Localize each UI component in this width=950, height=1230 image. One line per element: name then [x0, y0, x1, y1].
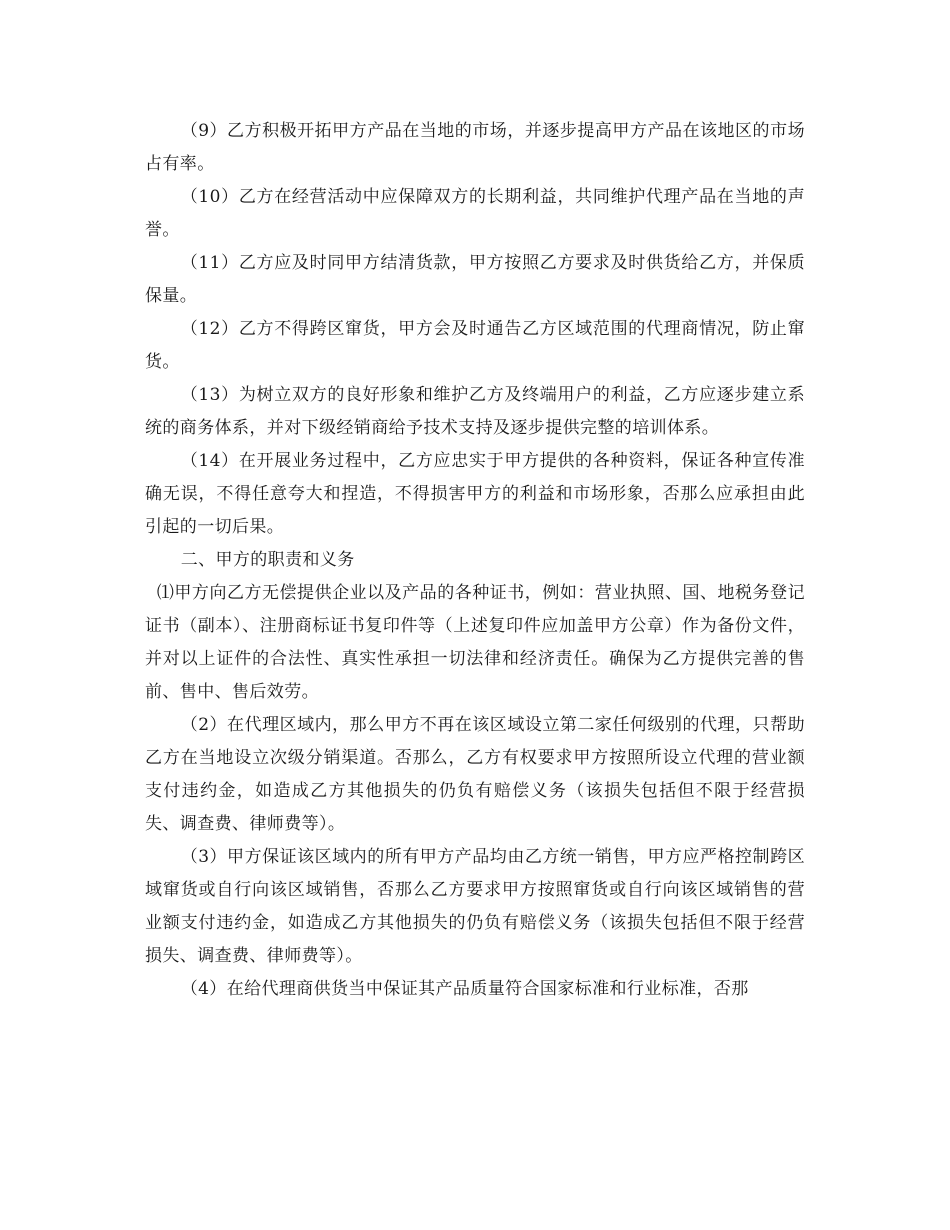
section-heading: 二、甲方的职责和义务	[180, 550, 355, 570]
clause-14: （14）在开展业务过程中，乙方应忠实于甲方提供的各种资料，保证各种宣传准确无误，不得任意夸大和捏造，不得损害甲方的利益和市场形象，否那么应承担由此引起的一切后果。	[145, 451, 805, 537]
document-body	[145, 115, 805, 1006]
party-a-clause-3: （3）甲方保证该区域内的所有甲方产品均由乙方统一销售，甲方应严格控制跨区域窜货或自行向该区域销售，否那么乙方要求甲方按照窜货或自行向该区域销售的营业额支付违约金，如造成乙方其他损失的仍负有赔偿义务（该损失包括但不限于经营损失、调查费、律师费等）。	[145, 847, 805, 966]
clause-9: （9）乙方积极开拓甲方产品在当地的市场，并逐步提高甲方产品在该地区的市场占有率。	[145, 121, 805, 174]
party-a-clause-1: ⑴甲方向乙方无偿提供企业以及产品的各种证书，例如：营业执照、国、地税务登记证书（副本）、注册商标证书复印件等（上述复印件应加盖甲方公章）作为备份文件，并对以上证件的合法性、真实性承担一切法律和经济责任。确保为乙方提供完善的售前、售中、售后效劳。	[145, 583, 805, 702]
clause-13: （13）为树立双方的良好形象和维护乙方及终端用户的利益，乙方应逐步建立系统的商务体系，并对下级经销商给予技术支持及逐步提供完整的培训体系。	[145, 385, 805, 438]
party-a-clause-2: （2）在代理区域内，那么甲方不再在该区域设立第二家任何级别的代理，只帮助乙方在当地设立次级分销渠道。否那么，乙方有权要求甲方按照所设立代理的营业额支付违约金，如造成乙方其他损失的仍负有赔偿义务（该损失包括但不限于经营损失、调查费、律师费等）。	[145, 715, 805, 834]
clause-10: （10）乙方在经营活动中应保障双方的长期利益，共同维护代理产品在当地的声誉。	[145, 187, 805, 240]
clause-12: （12）乙方不得跨区窜货，甲方会及时通告乙方区域范围的代理商情况，防止窜货。	[145, 319, 805, 372]
clause-11: （11）乙方应及时同甲方结清货款，甲方按照乙方要求及时供货给乙方，并保质保量。	[145, 253, 805, 306]
party-a-clause-4: （4）在给代理商供货当中保证其产品质量符合国家标准和行业标准，否那	[180, 979, 749, 999]
